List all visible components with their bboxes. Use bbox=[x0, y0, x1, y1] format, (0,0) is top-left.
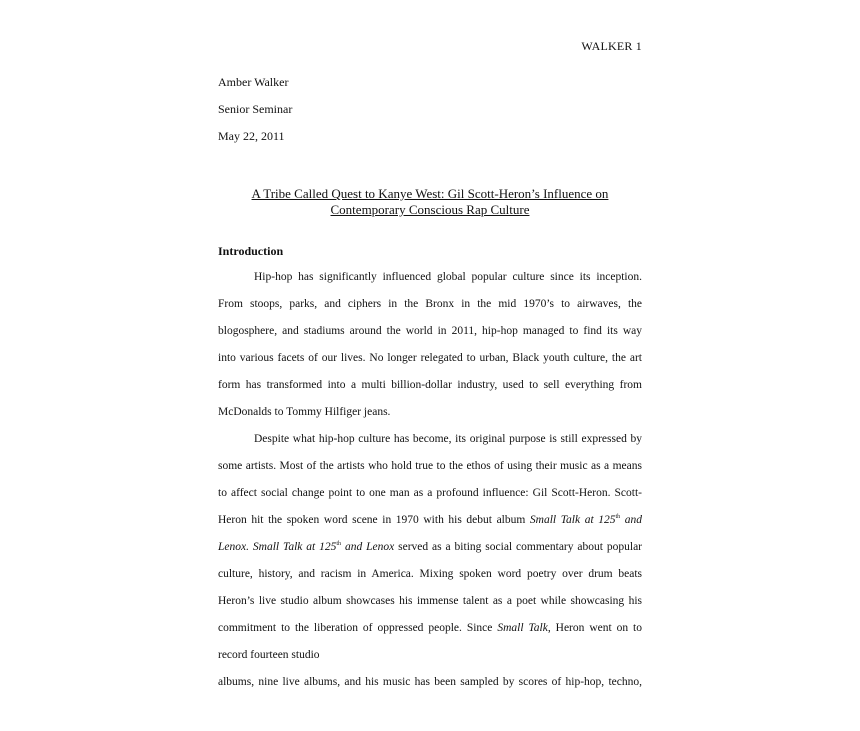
section-heading: Introduction bbox=[218, 244, 284, 258]
paper-date: May 22, 2011 bbox=[218, 129, 285, 143]
superscript: th bbox=[336, 541, 342, 547]
course-name: Senior Seminar bbox=[218, 102, 293, 116]
body-text: Heron hit the spoken word scene in 1970 with his debut album bbox=[218, 514, 530, 526]
album-title: and bbox=[620, 514, 642, 526]
body-line: form has transformed into a multi billion-dollar industry, used to sell everything from bbox=[218, 379, 642, 391]
body-line bbox=[218, 541, 642, 553]
album-title: and Lenox bbox=[341, 541, 395, 553]
paper-title bbox=[218, 186, 642, 218]
title-line-2: Contemporary Conscious Rap Culture bbox=[330, 202, 530, 217]
album-title: Small Talk at 125 bbox=[529, 514, 616, 526]
album-title: Lenox. Small Talk at 125 bbox=[218, 541, 337, 553]
album-title: Small Talk bbox=[497, 622, 548, 634]
body-line bbox=[218, 514, 642, 526]
body-line: Despite what hip-hop culture has become, its original purpose is still expressed by bbox=[254, 433, 642, 445]
body-line: Hip-hop has significantly influenced global popular culture since its inception. bbox=[254, 271, 642, 283]
body-line: From stoops, parks, and ciphers in the Bronx in the mid 1970’s to airwaves, the bbox=[218, 298, 642, 310]
body-line: culture, history, and racism in America. Mixing spoken word poetry over drum beats bbox=[218, 568, 642, 580]
superscript: th bbox=[615, 514, 621, 520]
body-text: served as a biting social commentary about popular bbox=[394, 541, 642, 553]
body-line: to affect social change point to one man as a profound influence: Gil Scott-Heron. Scott- bbox=[218, 487, 642, 499]
body-text: commitment to the liberation of oppressed people. Since bbox=[218, 622, 498, 634]
running-head: WALKER 1 bbox=[581, 39, 642, 53]
body-line: some artists. Most of the artists who hold true to the ethos of using their music as a means bbox=[218, 460, 642, 472]
body-line: record fourteen studio bbox=[218, 649, 320, 661]
title-line-1: A Tribe Called Quest to Kanye West: Gil Scott-Heron’s Influence on bbox=[251, 186, 609, 201]
body-line: McDonalds to Tommy Hilfiger jeans. bbox=[218, 406, 391, 418]
body-text: , Heron went on to bbox=[547, 622, 642, 634]
body-line: albums, nine live albums, and his music has been sampled by scores of hip-hop, techno, bbox=[218, 676, 642, 688]
body-line bbox=[218, 622, 642, 634]
body-line: blogosphere, and stadiums around the world in 2011, hip-hop managed to find its way bbox=[218, 325, 642, 337]
body-line: Heron’s live studio album showcases his immense talent as a poet while showcasing his bbox=[218, 595, 642, 607]
body-line: into various facets of our lives. No longer relegated to urban, Black youth culture, the art bbox=[218, 352, 642, 364]
author-name: Amber Walker bbox=[218, 75, 289, 89]
